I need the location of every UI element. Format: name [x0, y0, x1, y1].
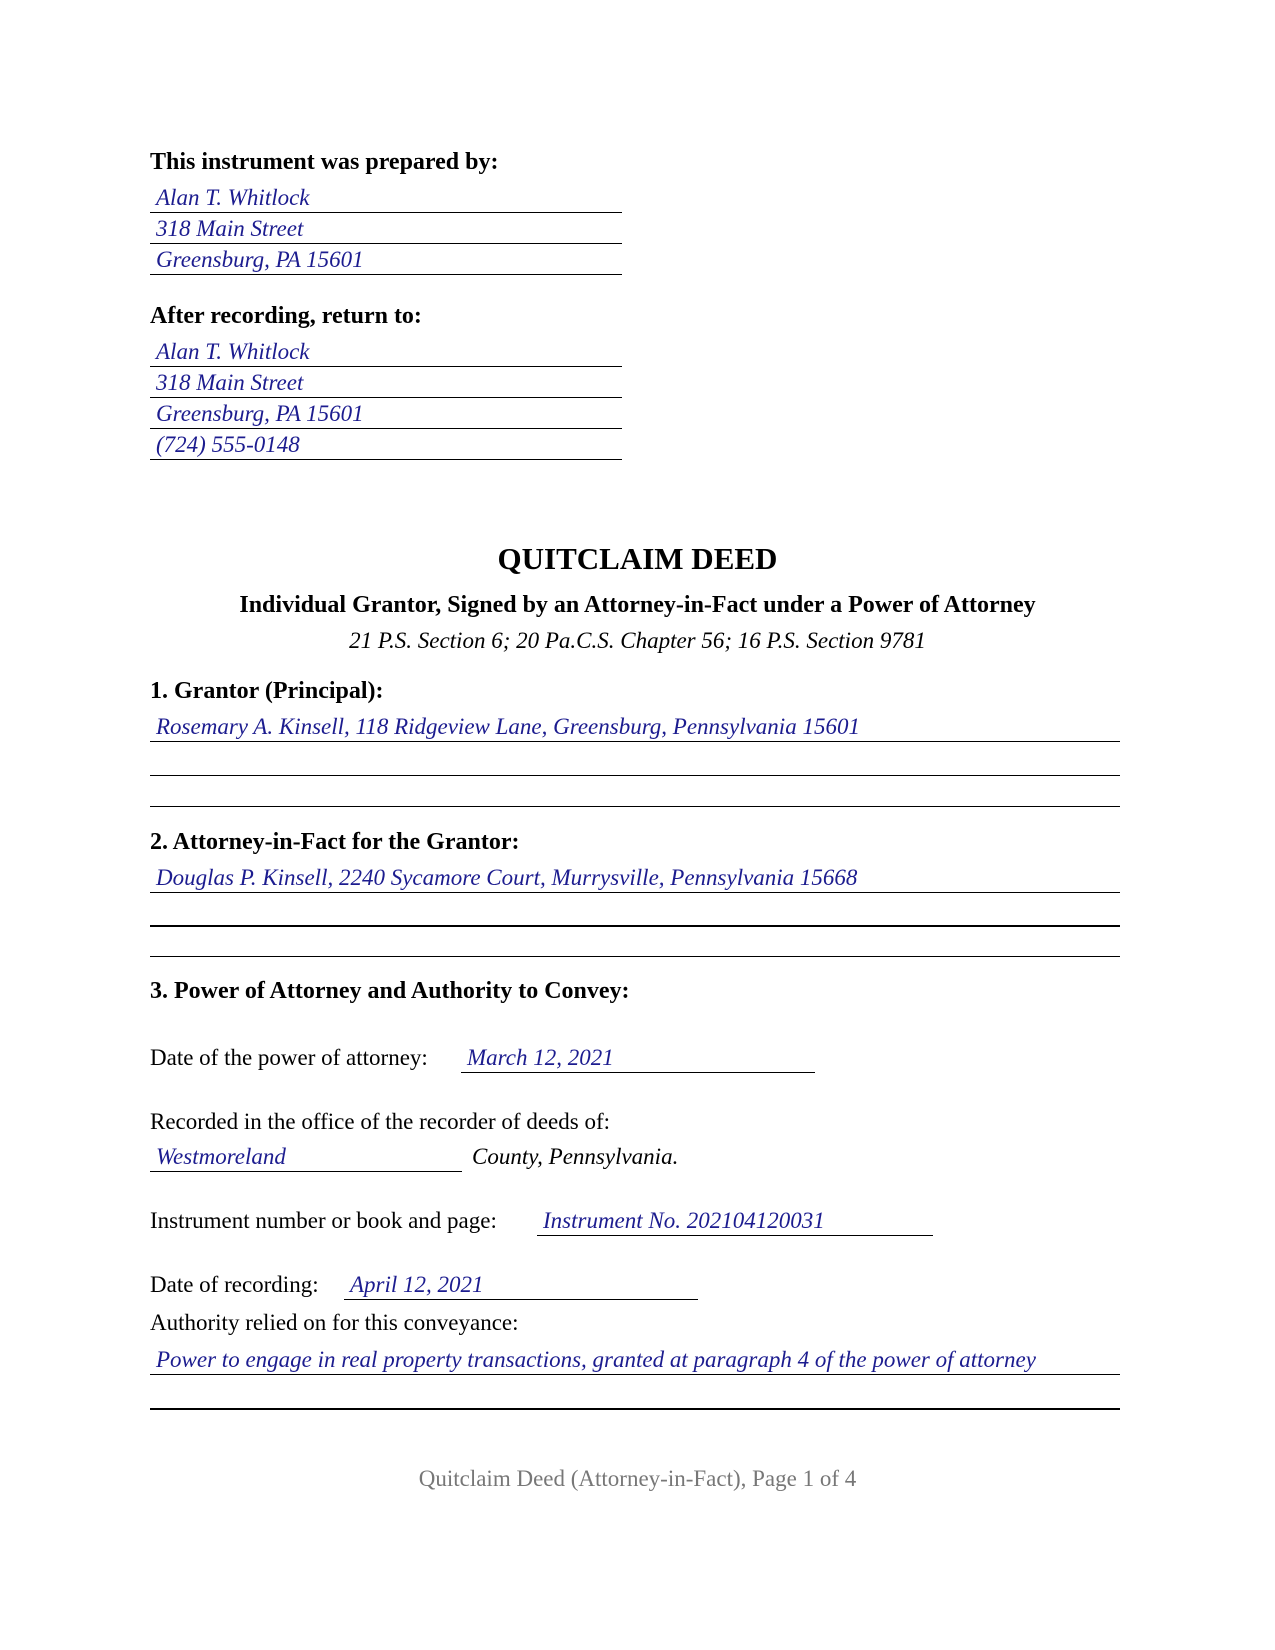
authority-label: Authority relied on for this conveyance: — [150, 1310, 519, 1335]
grantor-heading: 1. Grantor (Principal): — [150, 678, 384, 704]
return-to-heading: After recording, return to: — [150, 303, 422, 329]
recording-date-label: Date of recording: — [150, 1272, 319, 1297]
attorney-extra-line-2[interactable] — [150, 956, 1120, 957]
grantor-extra-line-2[interactable] — [150, 806, 1120, 807]
document-subtitle: Individual Grantor, Signed by an Attorney-in-Fact under a Power of Attorney — [239, 592, 1036, 618]
recording-date-field[interactable]: April 12, 2021 — [344, 1270, 698, 1300]
authority-field[interactable]: Power to engage in real property transactions, granted at paragraph 4 of the power of attorney — [150, 1345, 1120, 1375]
authority-extra-line[interactable] — [150, 1408, 1120, 1410]
poa-date-field[interactable]: March 12, 2021 — [461, 1043, 815, 1073]
grantor-extra-line-1[interactable] — [150, 775, 1120, 776]
return-to-street-field[interactable]: 318 Main Street — [150, 368, 622, 398]
power-of-attorney-heading: 3. Power of Attorney and Authority to Convey: — [150, 978, 630, 1004]
prepared-by-heading: This instrument was prepared by: — [150, 149, 499, 175]
attorney-in-fact-heading: 2. Attorney-in-Fact for the Grantor: — [150, 829, 520, 855]
prepared-by-city-field[interactable]: Greensburg, PA 15601 — [150, 245, 622, 275]
instrument-label: Instrument number or book and page: — [150, 1208, 497, 1233]
attorney-in-fact-field[interactable]: Douglas P. Kinsell, 2240 Sycamore Court, Murrysville, Pennsylvania 15668 — [150, 863, 1120, 893]
poa-date-label: Date of the power of attorney: — [150, 1045, 428, 1070]
page-footer: Quitclaim Deed (Attorney-in-Fact), Page 1 of 4 — [418, 1466, 857, 1491]
attorney-extra-line-1[interactable] — [150, 925, 1120, 927]
county-field[interactable]: Westmoreland — [150, 1142, 462, 1172]
grantor-field[interactable]: Rosemary A. Kinsell, 118 Ridgeview Lane, Greensburg, Pennsylvania 15601 — [150, 712, 1120, 742]
recorded-office-label: Recorded in the office of the recorder of deeds of: — [150, 1109, 611, 1134]
prepared-by-name-field[interactable]: Alan T. Whitlock — [150, 183, 622, 213]
statute-citation: 21 P.S. Section 6; 20 Pa.C.S. Chapter 56; 16 P.S. Section 9781 — [349, 628, 926, 653]
county-suffix: County, Pennsylvania. — [472, 1144, 679, 1169]
document-title: QUITCLAIM DEED — [497, 541, 778, 576]
return-to-city-field[interactable]: Greensburg, PA 15601 — [150, 399, 622, 429]
return-to-name-field[interactable]: Alan T. Whitlock — [150, 337, 622, 367]
prepared-by-street-field[interactable]: 318 Main Street — [150, 214, 622, 244]
instrument-field[interactable]: Instrument No. 202104120031 — [537, 1206, 933, 1236]
return-to-phone-field[interactable]: (724) 555-0148 — [150, 430, 622, 460]
